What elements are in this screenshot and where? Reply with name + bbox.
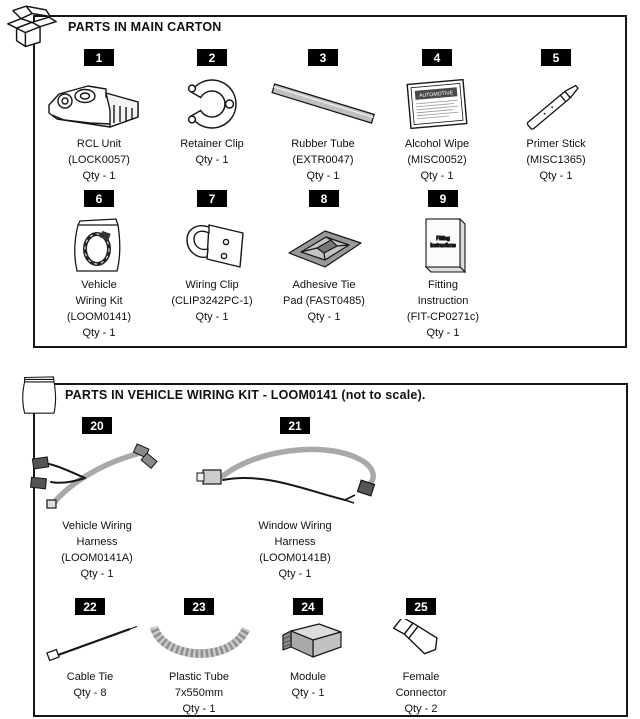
part-caption: Vehicle Wiring Harness (LOOM0141A) Qty - 1 [61,520,133,580]
female-connector-image [366,619,476,667]
part-caption: Alcohol Wipe (MISC0052) Qty - 1 [404,138,470,182]
part-number-badge: 21 [280,417,310,434]
main-carton-title: PARTS IN MAIN CARTON [68,20,222,34]
part-number-badge: 6 [84,190,114,207]
module-image [253,619,363,667]
cable-tie-image [35,619,145,667]
part-number-badge: 8 [309,190,339,207]
part-item-3 [267,45,379,184]
adhesive-tie-pad-image [265,213,383,277]
part-caption: RCL Unit (LOCK0057) Qty - 1 [68,138,130,182]
part-number-badge: 20 [82,417,112,434]
part-caption: Cable Tie Qty - 8 [66,671,114,699]
primer-stick-image [500,72,612,136]
window-wiring-harness-image [195,438,395,510]
part-caption: Module Qty - 1 [289,671,327,699]
part-item-4 [381,45,493,184]
rcl-unit-image [43,72,155,136]
part-item-21 [195,413,395,582]
part-item-8 [265,186,383,325]
part-item-5 [500,45,612,184]
vehicle-wiring-harness-image [12,438,182,510]
part-number-badge: 23 [184,598,214,615]
bag-icon [19,371,59,419]
svg-text:Fitting: Fitting [436,236,450,242]
part-number-badge: 2 [197,49,227,66]
svg-text:AUTOMOTIVE: AUTOMOTIVE [418,90,454,100]
vehicle-wiring-kit-image [40,213,158,277]
part-caption: Fitting Instruction (FIT-CP0271c) Qty - 1 [406,279,480,339]
part-caption: Plastic Tube 7x550mm Qty - 1 [169,671,229,715]
part-number-badge: 5 [541,49,571,66]
part-caption: Window Wiring Harness (LOOM0141B) Qty - 1 [258,520,332,580]
rubber-tube-image [267,72,379,136]
part-number-badge: 4 [422,49,452,66]
part-item-25 [366,594,476,717]
part-item-24 [253,594,363,701]
part-caption: Female Connector Qty - 2 [395,671,447,715]
part-number-badge: 24 [293,598,323,615]
part-item-2 [156,45,268,168]
part-item-20 [12,413,182,582]
part-number-badge: 7 [197,190,227,207]
part-item-1 [43,45,155,184]
part-number-badge: 3 [308,49,338,66]
svg-text:Instructions: Instructions [430,243,456,249]
part-item-6 [40,186,158,341]
part-number-badge: 9 [428,190,458,207]
retainer-clip-image [156,72,268,136]
alcohol-wipe-image [381,72,493,136]
part-item-23 [144,594,254,717]
part-caption: Retainer Clip Qty - 1 [180,138,244,166]
part-item-9 [384,186,502,341]
part-caption: Vehicle Wiring Kit (LOOM0141) Qty - 1 [66,279,132,339]
part-item-22 [35,594,145,701]
wiring-clip-image [153,213,271,277]
carton-icon [3,4,61,48]
wiring-kit-title: PARTS IN VEHICLE WIRING KIT - LOOM0141 (not to scale). [65,388,426,402]
fitting-instruction-image [384,213,502,277]
part-caption: Rubber Tube (EXTR0047) Qty - 1 [291,138,355,182]
part-caption: Wiring Clip (CLIP3242PC-1) Qty - 1 [171,279,253,323]
part-item-7 [153,186,271,325]
part-caption: Adhesive Tie Pad (FAST0485) Qty - 1 [283,279,365,323]
part-number-badge: 25 [406,598,436,615]
plastic-tube-image [144,619,254,667]
part-number-badge: 22 [75,598,105,615]
part-number-badge: 1 [84,49,114,66]
part-caption: Primer Stick (MISC1365) Qty - 1 [526,138,586,182]
